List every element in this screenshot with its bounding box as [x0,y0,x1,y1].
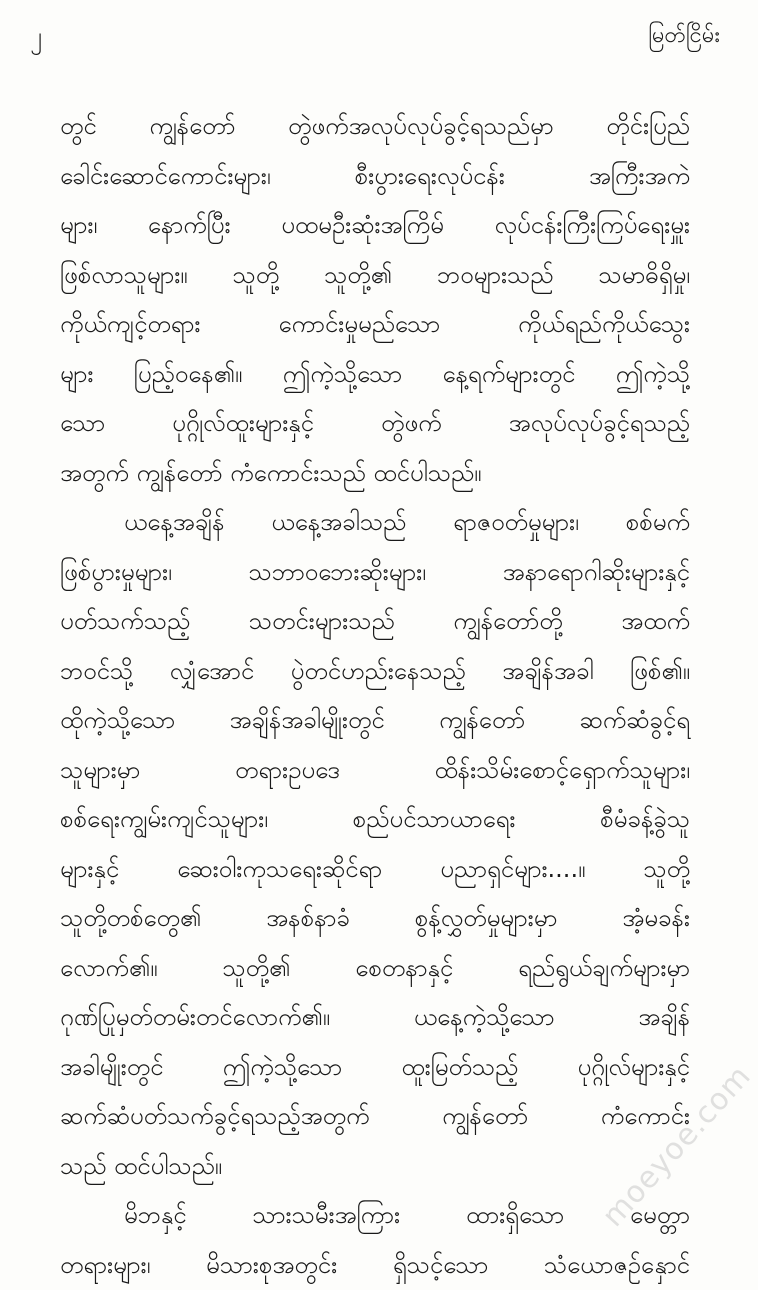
text-line: ယနေ့အချိန် ယနေ့အခါသည် ရာဇဝတ်မှုများ၊ စစ်မက် [60,498,690,548]
text-line: သည် ထင်ပါသည်။ [60,1142,690,1192]
text-line: ဂုဏ်ပြုမှတ်တမ်းတင်လောက်၏။ ယနေ့ကဲ့သို့သော အချိန် [60,993,690,1043]
text-line: ဘဝင်သို့ လျှံအောင် ပွဲတင်ဟည်းနေသည့် အချိန်အခါ ဖြစ်၏။ [60,647,690,697]
page-number: ၂ [30,18,42,54]
text-line: ဆက်ဆံပတ်သက်ခွင့်ရသည့်အတွက် ကျွန်တော် ကံကောင်း [60,1092,690,1142]
body-text [60,102,690,1290]
text-line: ဖြစ်ပွားမှုများ၊ သဘာဝဘေးဆိုးများ၊ အနာရောဂါဆိုးများနှင့် [60,548,690,598]
text-line: များနှင့် ဆေးဝါးကုသရေးဆိုင်ရာ ပညာရှင်များ....။ သူတို့ [60,845,690,895]
text-line: ပတ်သက်သည့် သတင်းများသည် ကျွန်တော်တို့ အထက် [60,597,690,647]
watermark: moeyoe.com [595,1059,758,1234]
text-line: သူများမှာ တရားဥပဒေ ထိန်းသိမ်းစောင့်ရှောက်သူများ၊ [60,746,690,796]
text-line: ဖြစ်လာသူများ။ သူတို့ သူတို့၏ ဘဝများသည် သမာဓိရှိမှု၊ [60,251,690,301]
text-line: အတွက် ကျွန်တော် ကံကောင်းသည် ထင်ပါသည်။ [60,449,690,499]
text-line: တရားများ၊ မိသားစုအတွင်း ရှိသင့်သော သံယောဇဉ်နှောင် [60,1241,690,1290]
text-line: ကိုယ်ကျင့်တရား ကောင်းမှုမည်သော ကိုယ်ရည်ကိုယ်သွေး [60,300,690,350]
text-line: အခါမျိုးတွင် ဤကဲ့သို့သော ထူးမြတ်သည့် ပုဂ္ဂိုလ်များနှင့် [60,1043,690,1093]
text-line: မိဘနှင့် သားသမီးအကြား ထားရှိသော မေတ္တာ [60,1191,690,1241]
text-line: သူတို့တစ်တွေ၏ အနစ်နာခံ စွန့်လွှတ်မှုများမှာ အံ့မခန်း [60,894,690,944]
text-line: များ၊ နောက်ပြီး ပထမဦးဆုံးအကြိမ် လုပ်ငန်းကြီးကြပ်ရေးမှူး [60,201,690,251]
text-line: ထိုကဲ့သို့သော အချိန်အခါမျိုးတွင် ကျွန်တော် ဆက်ဆံခွင့်ရ [60,696,690,746]
text-line: တွင် ကျွန်တော် တွဲဖက်အလုပ်လုပ်ခွင့်ရသည်မှာ တိုင်းပြည် [60,102,690,152]
text-line: စစ်ရေးကျွမ်းကျင်သူများ၊ စည်ပင်သာယာရေး စီမံခန့်ခွဲသူ [60,795,690,845]
running-head: မြတ်ငြိမ်း [648,18,720,54]
text-line: များ ပြည့်ဝနေ၏။ ဤကဲ့သို့သော နေ့ရက်များတွင် ဤကဲ့သို့ [60,350,690,400]
page-header [30,14,720,58]
text-line: လောက်၏။ သူတို့၏ စေတနာနှင့် ရည်ရွယ်ချက်များမှာ [60,944,690,994]
text-line: သော ပုဂ္ဂိုလ်ထူးများနှင့် တွဲဖက် အလုပ်လုပ်ခွင့်ရသည့် [60,399,690,449]
text-line: ခေါင်းဆောင်ကောင်းများ၊ စီးပွားရေးလုပ်ငန်း အကြီးအကဲ [60,152,690,202]
